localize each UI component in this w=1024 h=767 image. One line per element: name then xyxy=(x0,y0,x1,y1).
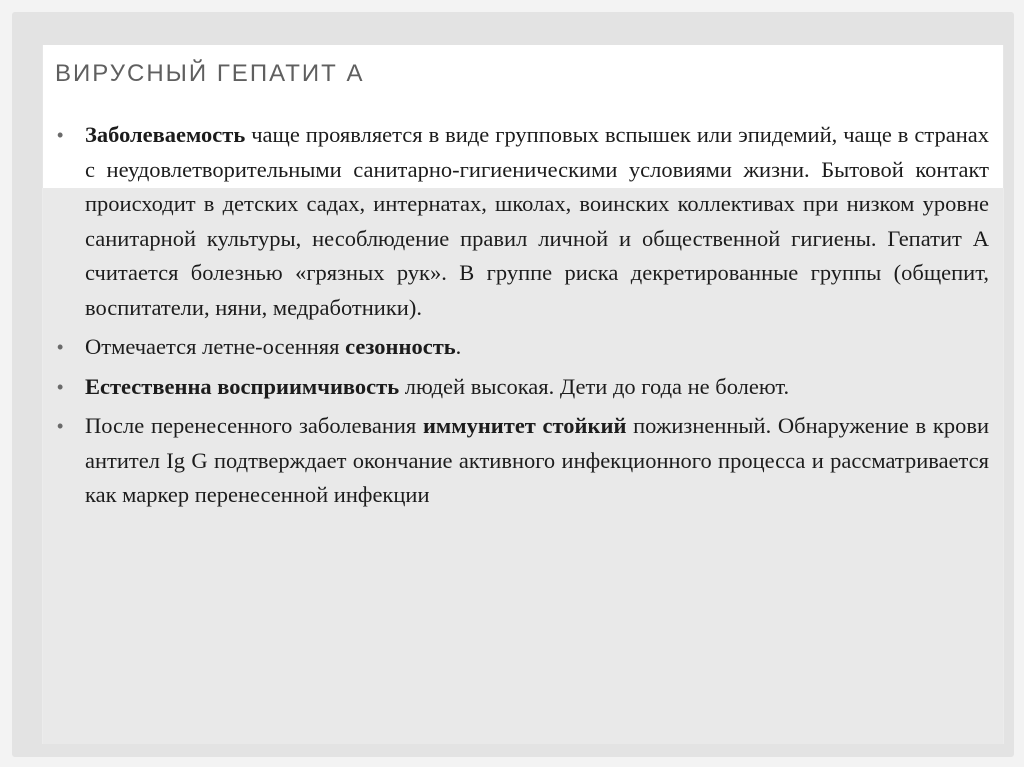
bullet-icon: • xyxy=(57,376,64,397)
bullet-text xyxy=(85,409,989,513)
bullet-body-before: Отмечается летне-осенняя xyxy=(85,334,346,359)
bullet-body-after: пожизненный. Обнаружение в крови антител Ig G подтверждает окончание активного инфекционного процесса и рассматривается как маркер перенесенной инфекции xyxy=(85,413,989,507)
bullet-bold-lead: Естественна восприимчивость xyxy=(85,373,400,399)
slide-title: ВИРУСНЫЙ ГЕПАТИТ А xyxy=(55,60,365,87)
bullet-body: чаще проявляется в виде групповых вспышек или эпидемий, чаще в странах с неудовлетворительными санитарно-гигиеническими условиями жизни. Бытовой контакт происходит в детских садах, интернатах, школах, воинских коллективах при низком уровне санитарной культуры, несоблюдение правил личной и общественной гигиены. Гепатит А считается болезнью «грязных рук». В группе риска декретированные группы (общепит, воспитатели, няни, медработники). xyxy=(85,122,989,320)
bullet-item-morbidity xyxy=(57,118,989,325)
bullet-list xyxy=(57,118,989,518)
bullet-bold-lead: Заболеваемость xyxy=(85,122,246,147)
bullet-text xyxy=(85,118,989,325)
bullet-icon: • xyxy=(57,416,64,436)
bullet-text xyxy=(85,330,989,365)
bullet-body: людей высокая. Дети до года не болеют. xyxy=(399,373,790,399)
bullet-bold: сезонность xyxy=(345,334,456,359)
bullet-body-after: . xyxy=(455,334,462,359)
bullet-item-seasonality xyxy=(57,330,989,365)
bullet-item-susceptibility xyxy=(57,370,989,405)
bullet-item-immunity xyxy=(57,409,989,513)
bullet-bold: иммунитет стойкий xyxy=(422,413,627,438)
bullet-text xyxy=(85,370,989,405)
bullet-icon: • xyxy=(57,125,64,145)
bullet-icon: • xyxy=(57,337,64,357)
bullet-body-before: После перенесенного заболевания xyxy=(85,413,423,438)
